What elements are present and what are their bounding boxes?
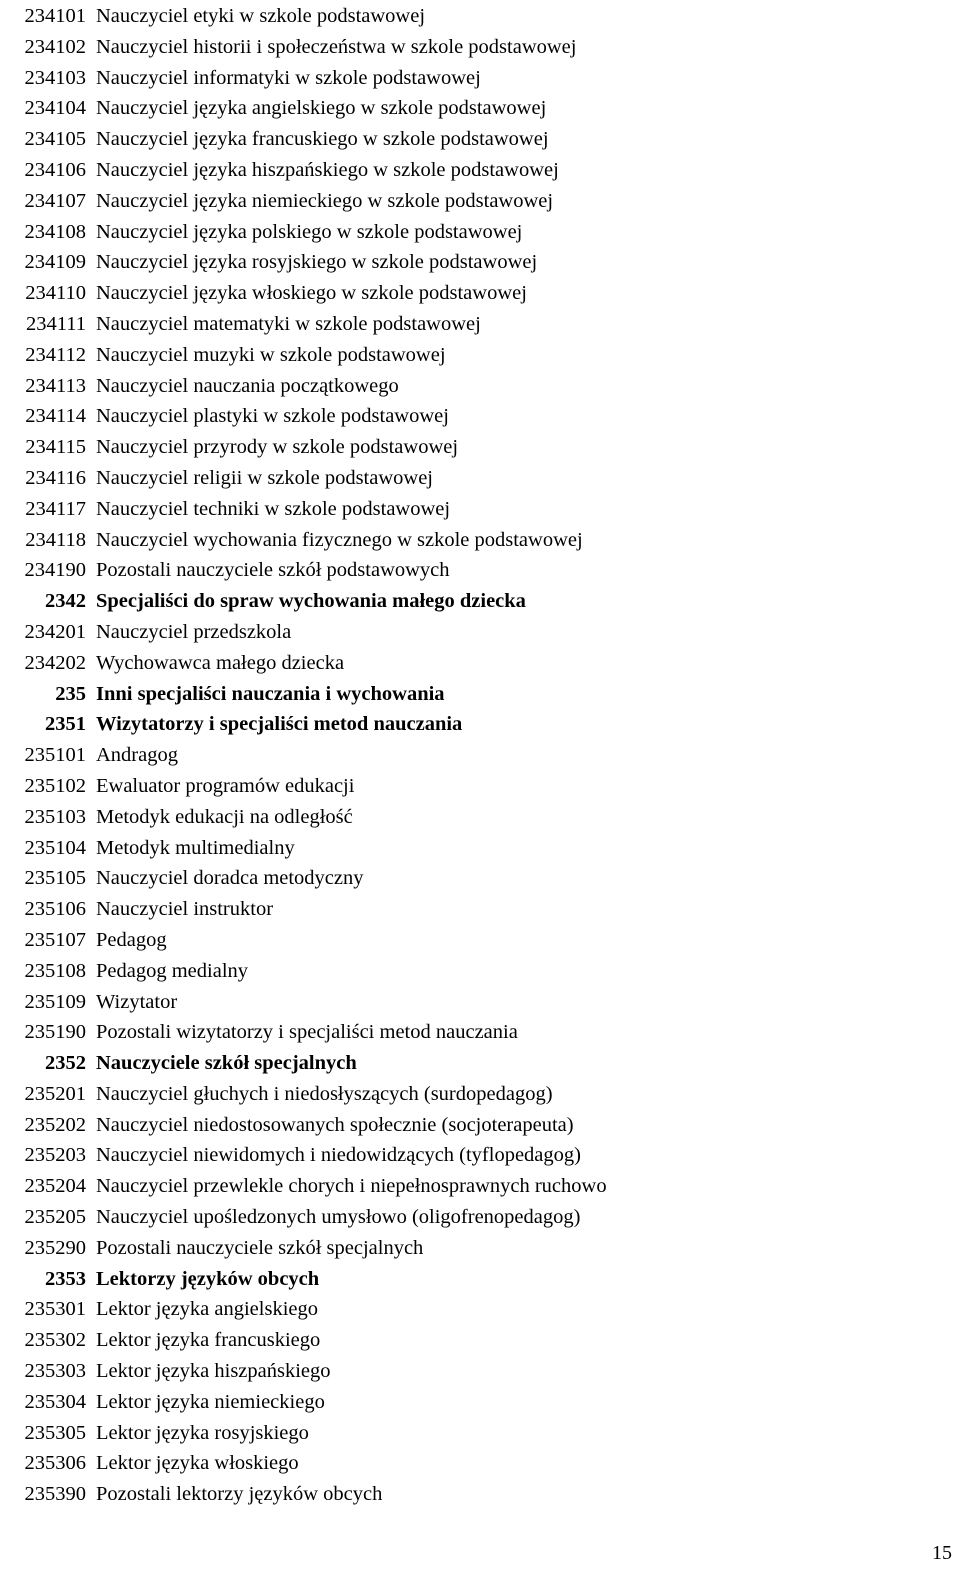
occupation-row (0, 1202, 940, 1233)
occupation-title: Lektor języka niemieckiego (96, 1390, 325, 1413)
occupation-code: 235306 (24, 1452, 86, 1475)
occupation-row (0, 1479, 940, 1510)
group-heading-row (0, 1048, 940, 1079)
occupation-row (0, 802, 940, 833)
occupation-title: Nauczyciel instruktor (96, 898, 274, 921)
occupation-row (0, 401, 940, 432)
page-number: 15 (932, 1542, 952, 1564)
occupation-code: 234106 (24, 158, 86, 181)
occupation-title: Nauczyciel muzyki w szkole podstawowej (96, 343, 446, 366)
occupation-title: Lektor języka rosyjskiego (96, 1421, 309, 1444)
occupation-title: Nauczyciel niewidomych i niedowidzących (tyflopedagog) (96, 1144, 581, 1167)
occupation-row (0, 247, 940, 278)
occupation-row (0, 863, 940, 894)
occupation-row (0, 1325, 940, 1356)
occupation-code: 2351 (45, 713, 86, 736)
occupation-title: Nauczyciel etyki w szkole podstawowej (96, 5, 426, 27)
occupation-title: Inni specjaliści nauczania i wychowania (96, 682, 445, 705)
occupation-row (0, 740, 940, 771)
occupation-code: 234115 (25, 436, 86, 459)
occupation-code: 234112 (25, 343, 86, 366)
occupation-row (0, 1110, 940, 1141)
occupation-code: 234101 (24, 5, 86, 27)
occupation-code: 234114 (25, 405, 86, 428)
occupation-row (0, 1448, 940, 1479)
occupation-code: 2353 (45, 1267, 86, 1290)
occupation-code: 234107 (24, 189, 86, 212)
occupation-row (0, 1356, 940, 1387)
occupation-row (0, 186, 940, 217)
occupation-code: 235108 (24, 959, 86, 982)
occupation-row (0, 432, 940, 463)
occupation-code: 234202 (24, 651, 86, 674)
occupation-row (0, 309, 940, 340)
occupation-title: Lektor języka angielskiego (96, 1298, 318, 1321)
occupation-title: Pozostali nauczyciele szkół podstawowych (96, 559, 450, 582)
occupation-row (0, 278, 940, 309)
occupation-title: Nauczyciel plastyki w szkole podstawowej (96, 405, 449, 428)
occupation-code: 235302 (24, 1329, 86, 1352)
occupation-code: 235205 (24, 1206, 86, 1229)
occupation-title: Nauczyciel języka angielskiego w szkole podstawowej (96, 97, 547, 120)
occupation-code: 235104 (24, 836, 86, 859)
occupation-code: 235102 (24, 774, 86, 797)
occupation-title: Pozostali wizytatorzy i specjaliści metod nauczania (96, 1021, 518, 1044)
occupation-code: 234118 (25, 528, 86, 551)
occupation-row (0, 525, 940, 556)
occupation-code: 234102 (24, 35, 86, 58)
occupation-code: 234201 (24, 620, 86, 643)
occupation-title: Pozostali nauczyciele szkół specjalnych (96, 1236, 424, 1259)
occupation-code: 235204 (24, 1175, 86, 1198)
occupation-title: Nauczyciel języka francuskiego w szkole podstawowej (96, 128, 549, 151)
occupation-code: 235107 (24, 928, 86, 951)
occupation-title: Nauczyciel upośledzonych umysłowo (oligofrenopedagog) (96, 1206, 581, 1229)
occupation-row (0, 32, 940, 63)
occupation-row (0, 956, 940, 987)
occupation-code: 235390 (24, 1483, 86, 1506)
occupation-code: 235105 (24, 867, 86, 890)
occupation-code: 234116 (25, 466, 86, 489)
occupation-row (0, 555, 940, 586)
occupation-title: Nauczyciel języka polskiego w szkole podstawowej (96, 220, 523, 243)
occupation-title: Lektorzy języków obcych (96, 1267, 320, 1290)
occupation-code: 235201 (24, 1082, 86, 1105)
occupation-row (0, 340, 940, 371)
occupation-row (0, 494, 940, 525)
occupation-title: Metodyk edukacji na odległość (96, 805, 353, 828)
occupation-title: Pedagog medialny (96, 959, 249, 982)
occupation-row (0, 155, 940, 186)
occupation-code: 235 (55, 682, 86, 705)
occupation-row (0, 1294, 940, 1325)
group-heading-row (0, 709, 940, 740)
occupation-row (0, 371, 940, 402)
occupation-code: 234105 (24, 128, 86, 151)
occupation-code: 235305 (24, 1421, 86, 1444)
occupation-row (0, 771, 940, 802)
occupation-title: Nauczyciel matematyki w szkole podstawowej (96, 312, 481, 335)
occupation-code: 235106 (24, 898, 86, 921)
occupation-title: Nauczyciel przewlekle chorych i niepełnosprawnych ruchowo (96, 1175, 607, 1198)
group-heading-row (0, 679, 940, 710)
occupation-code: 235304 (24, 1390, 86, 1413)
group-heading-row (0, 1264, 940, 1295)
occupation-row (0, 1171, 940, 1202)
occupation-title: Nauczyciel przyrody w szkole podstawowej (96, 436, 459, 459)
occupation-title: Nauczyciel języka rosyjskiego w szkole podstawowej (96, 251, 538, 274)
occupation-code: 235109 (24, 990, 86, 1013)
occupation-row (0, 1017, 940, 1048)
occupation-title: Wizytator (96, 990, 178, 1013)
occupation-row (0, 463, 940, 494)
occupation-title: Nauczyciel historii i społeczeństwa w szkole podstawowej (96, 35, 577, 58)
occupation-title: Wizytatorzy i specjaliści metod nauczania (96, 713, 463, 736)
occupation-code: 235203 (24, 1144, 86, 1167)
occupation-title: Nauczyciel języka hiszpańskiego w szkole podstawowej (96, 158, 559, 181)
occupation-code: 235103 (24, 805, 86, 828)
occupation-title: Metodyk multimedialny (96, 836, 295, 859)
occupation-title: Wychowawca małego dziecka (96, 651, 345, 674)
occupation-row (0, 1233, 940, 1264)
occupation-row (0, 1418, 940, 1449)
occupation-title: Nauczyciel wychowania fizycznego w szkole podstawowej (96, 528, 583, 551)
occupation-title: Nauczyciel języka niemieckiego w szkole podstawowej (96, 189, 554, 212)
occupation-code: 235202 (24, 1113, 86, 1136)
occupation-title: Nauczyciel informatyki w szkole podstawowej (96, 66, 481, 89)
occupation-row (0, 1079, 940, 1110)
occupation-code: 234110 (25, 282, 86, 305)
occupation-row (0, 925, 940, 956)
occupation-code: 235101 (24, 744, 86, 767)
occupation-row (0, 1140, 940, 1171)
occupation-title: Pedagog (96, 928, 167, 951)
occupation-code: 234113 (25, 374, 86, 397)
occupation-row (0, 63, 940, 94)
occupation-title: Lektor języka hiszpańskiego (96, 1360, 331, 1383)
occupation-row (0, 617, 940, 648)
occupation-code: 234117 (25, 497, 86, 520)
occupation-title: Andragog (96, 744, 178, 767)
occupation-title: Nauczyciel techniki w szkole podstawowej (96, 497, 451, 520)
occupation-title: Lektor języka włoskiego (96, 1452, 299, 1475)
occupation-code: 234111 (26, 312, 86, 335)
occupation-row (0, 124, 940, 155)
occupation-row (0, 894, 940, 925)
occupation-title: Nauczyciele szkół specjalnych (96, 1052, 357, 1075)
occupation-code: 234104 (24, 97, 86, 120)
occupation-title: Nauczyciel języka włoskiego w szkole podstawowej (96, 282, 527, 305)
occupation-row (0, 1, 940, 32)
occupation-row (0, 217, 940, 248)
occupation-title: Nauczyciel głuchych i niedosłyszących (surdopedagog) (96, 1082, 553, 1105)
occupation-title: Nauczyciel nauczania początkowego (96, 374, 399, 397)
occupation-code: 234190 (24, 559, 86, 582)
group-heading-row (0, 586, 940, 617)
occupation-row (0, 987, 940, 1018)
occupation-row (0, 833, 940, 864)
occupation-row (0, 93, 940, 124)
occupation-title: Pozostali lektorzy języków obcych (96, 1483, 383, 1506)
occupation-row (0, 1387, 940, 1418)
occupation-code: 235190 (24, 1021, 86, 1044)
occupation-title: Lektor języka francuskiego (96, 1329, 321, 1352)
occupation-code: 235290 (24, 1236, 86, 1259)
occupation-title: Specjaliści do spraw wychowania małego dziecka (96, 590, 526, 613)
occupation-code: 235301 (24, 1298, 86, 1321)
occupation-code: 234103 (24, 66, 86, 89)
occupation-title: Ewaluator programów edukacji (96, 774, 355, 797)
occupation-code: 2342 (45, 590, 86, 613)
occupation-code: 234108 (24, 220, 86, 243)
occupation-code: 2352 (45, 1052, 86, 1075)
occupation-code: 235303 (24, 1360, 86, 1383)
occupation-title: Nauczyciel przedszkola (96, 620, 292, 643)
occupation-row (0, 648, 940, 679)
occupation-title: Nauczyciel doradca metodyczny (96, 867, 364, 890)
occupation-code: 234109 (24, 251, 86, 274)
occupation-title: Nauczyciel niedostosowanych społecznie (socjoterapeuta) (96, 1113, 574, 1136)
occupation-title: Nauczyciel religii w szkole podstawowej (96, 466, 433, 489)
